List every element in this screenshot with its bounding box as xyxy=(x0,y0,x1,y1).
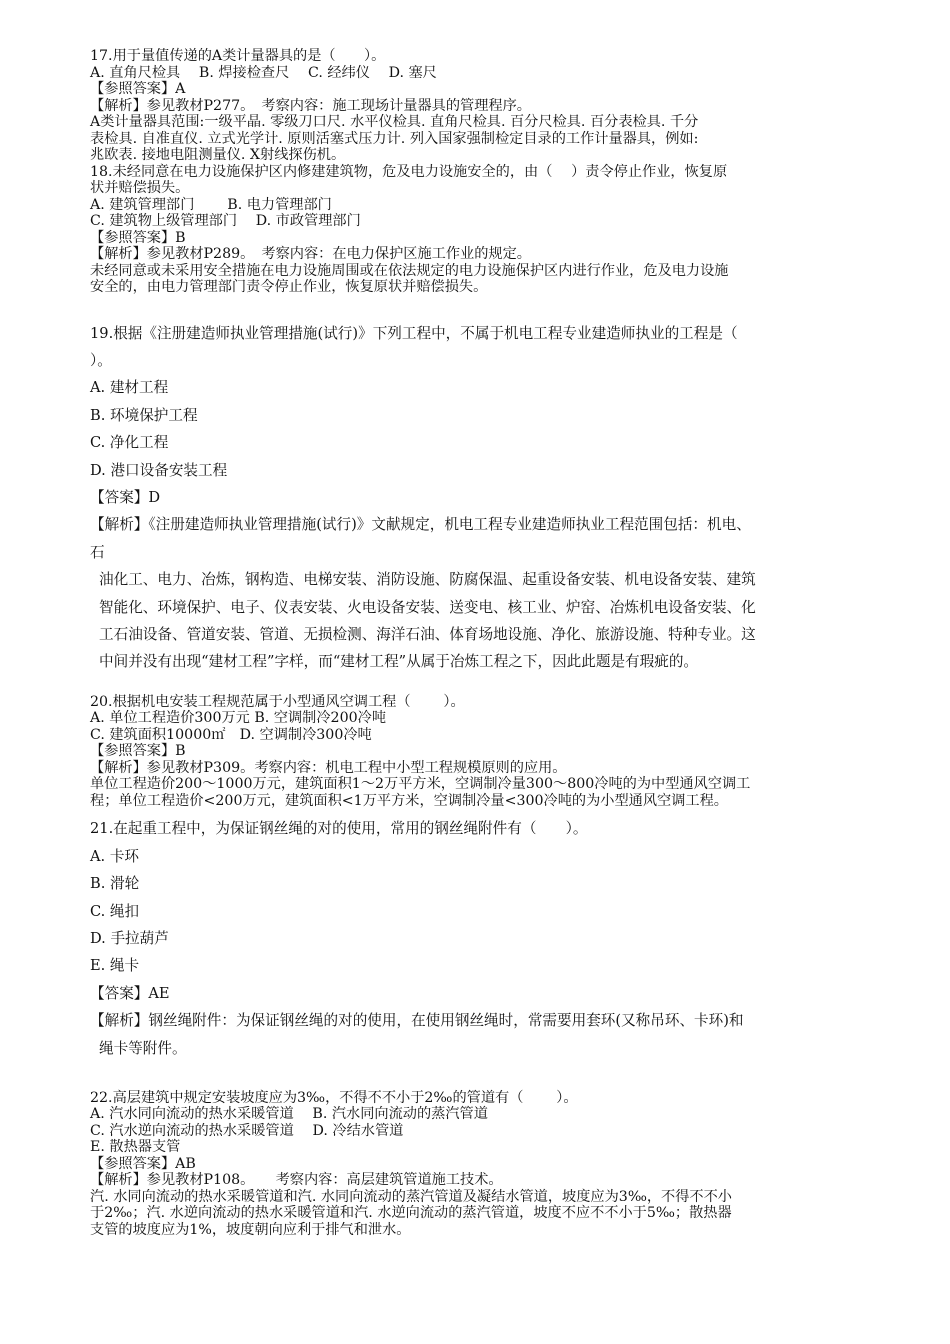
question-options: A. 汽水同向流动的热水采暖管道 B. 汽水同向流动的蒸汽管道 xyxy=(90,1106,488,1123)
analysis-detail: 单位工程造价200～1000万元，建筑面积1～2万平方米，空调制冷量300～800冷吨的为中型通风空调工 xyxy=(90,776,751,793)
option-c: C. 净化工程 xyxy=(90,434,169,452)
analysis-line: 【解析】参见教材P309。考察内容：机电工程中小型工程规模原则的应用。 xyxy=(90,759,567,776)
analysis-detail: 中间并没有出现“建材工程”字样，而“建材工程”从属于冶炼工程之下，因此此题是有瑕疵的。 xyxy=(99,653,699,671)
question-18 xyxy=(90,164,862,296)
answer-line: 【答案】AE xyxy=(90,984,170,1002)
analysis-detail: 于2‰；汽. 水逆向流动的热水采暖管道和汽. 水逆向流动的蒸汽管道，坡度不应不不小于5‰；散热器 xyxy=(90,1205,732,1222)
option-e: E. 绳卡 xyxy=(90,957,140,975)
analysis-line: 【解析】钢丝绳附件：为保证钢丝绳的对的使用，在使用钢丝绳时，常需要用套环(又称吊环、卡环)和 xyxy=(90,1012,744,1030)
analysis-line: 【解析】参见教材P108。 考察内容：高层建筑管道施工技术。 xyxy=(90,1172,503,1189)
question-stem: 19.根据《注册建造师执业管理措施(试行)》下列工程中，不属于机电工程专业建造师执业的工程是（ xyxy=(90,324,738,342)
analysis-line: 【解析】参见教材P277。 考察内容：施工现场计量器具的管理程序。 xyxy=(90,97,531,114)
analysis-detail: 表检具. 自准直仪. 立式光学计. 原则活塞式压力计. 列入国家强制检定目录的工作计量器具，例如: xyxy=(90,130,699,147)
question-17 xyxy=(90,48,862,164)
option-a: A. 卡环 xyxy=(90,847,140,865)
question-stem: 22.高层建筑中规定安装坡度应为3‰，不得不不小于2‰的管道有（ ）。 xyxy=(90,1089,578,1106)
analysis-detail: 绳卡等附件。 xyxy=(99,1039,187,1057)
answer-line: 【参照答案】B xyxy=(90,743,186,760)
document-page xyxy=(90,48,862,1238)
analysis-detail: 汽. 水同向流动的热水采暖管道和汽. 水同向流动的蒸汽管道及凝结水管道，坡度应为3‰，不得不不小 xyxy=(90,1188,732,1205)
question-stem: 17.用于量值传递的A类计量器具的是（ ）。 xyxy=(90,48,386,64)
option-b: B. 滑轮 xyxy=(90,875,140,893)
analysis-line: 【解析】《注册建造师执业管理措施(试行)》文献规定，机电工程专业建造师执业工程范围包括：机电、 xyxy=(90,516,751,534)
analysis-detail: 程；单位工程造价<200万元，建筑面积<1万平方米，空调制冷量<300冷吨的为小型通风空调工程。 xyxy=(90,792,728,809)
question-options: C. 建筑面积10000㎡ D. 空调制冷300冷吨 xyxy=(90,726,372,743)
question-22 xyxy=(90,1090,862,1239)
option-a: A. 建材工程 xyxy=(90,379,169,397)
question-options: C. 汽水逆向流动的热水采暖管道 D. 冷结水管道 xyxy=(90,1122,404,1139)
answer-line: 【参照答案】A xyxy=(90,81,186,97)
answer-line: 【参照答案】AB xyxy=(90,1155,196,1172)
analysis-detail: 未经同意或未采用安全措施在电力设施周围或在依法规定的电力设施保护区内进行作业，危及电力设施 xyxy=(90,262,729,279)
option-d: D. 手拉葫芦 xyxy=(90,929,169,947)
question-19 xyxy=(90,320,862,676)
question-stem: ）。 xyxy=(90,351,112,369)
question-stem: 18.未经同意在电力设施保护区内修建建筑物，危及电力设施安全的，由（ ）责令停止作业，恢复原 xyxy=(90,163,728,180)
analysis-detail: A类计量器具范围:一级平晶. 零级刀口尺. 水平仪检具. 直角尺检具. 百分尺检具. 百分表检具. 千分 xyxy=(90,114,699,130)
analysis-line: 【解析】参见教材P289。 考察内容：在电力保护区施工作业的规定。 xyxy=(90,246,531,262)
analysis-detail: 支管的坡度应为1%，坡度朝向应利于排气和泄水。 xyxy=(90,1221,411,1238)
analysis-detail: 智能化、环境保护、电子、仪表安装、火电设备安装、送变电、核工业、炉窑、冶炼机电设备安装、化 xyxy=(99,598,756,616)
option-c: C. 绳扣 xyxy=(90,902,140,920)
question-options: A. 建筑管理部门 B. 电力管理部门 xyxy=(90,196,332,213)
question-options: A. 直角尺检具 B. 焊接检查尺 C. 经纬仪 D. 塞尺 xyxy=(90,64,437,81)
analysis-detail: 安全的，由电力管理部门责令停止作业，恢复原状并赔偿损失。 xyxy=(90,279,488,295)
option-b: B. 环境保护工程 xyxy=(90,406,198,424)
question-stem: 21.在起重工程中，为保证钢丝绳的对的使用，常用的钢丝绳附件有（ ）。 xyxy=(90,820,588,838)
option-d: D. 港口设备安装工程 xyxy=(90,461,228,479)
analysis-detail: 兆欧表. 接地电阻测量仪. X射线探伤机。 xyxy=(90,147,346,163)
analysis-line: 石 xyxy=(90,543,105,561)
question-stem: 状并赔偿损失。 xyxy=(90,180,190,196)
question-20 xyxy=(90,694,862,810)
answer-line: 【参照答案】B xyxy=(90,229,186,246)
analysis-detail: 油化工、电力、冶炼，钢构造、电梯安装、消防设施、防腐保温、起重设备安装、机电设备安装、建筑 xyxy=(99,571,756,589)
answer-line: 【答案】D xyxy=(90,488,161,506)
question-options: A. 单位工程造价300万元 B. 空调制冷200冷吨 xyxy=(90,710,387,727)
question-21 xyxy=(90,815,862,1062)
analysis-detail: 工石油设备、管道安装、管道、无损检测、海洋石油、体育场地设施、净化、旅游设施、特种专业。这 xyxy=(99,625,756,643)
question-options: C. 建筑物上级管理部门 D. 市政管理部门 xyxy=(90,213,361,229)
question-options: E. 散热器支管 xyxy=(90,1139,181,1156)
question-stem: 20.根据机电安装工程规范属于小型通风空调工程（ ）。 xyxy=(90,693,465,710)
